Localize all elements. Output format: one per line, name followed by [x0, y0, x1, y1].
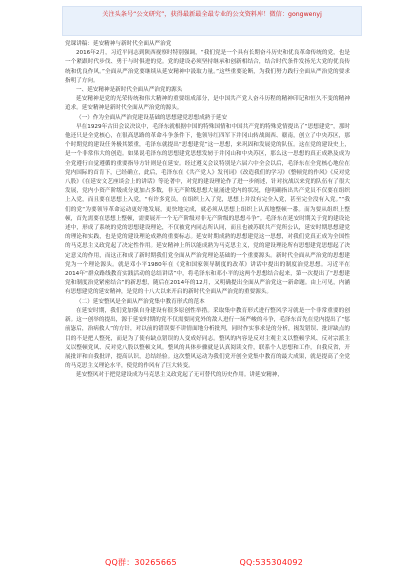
subsection-heading: （二）延安整风是全面从严治党集中教育形式的范本: [76, 298, 205, 305]
paragraph: 2016年2月，习近平同志到陕西视察时特别强调，“我们党是一个具有长期奋斗历史和优良革命传统的党，也是一个紧跟时代步伐、勇于与时俱进的党。党的建设必须坚持继承和创新相结合，结合时代条件发扬光大党的优良传统和优良作风。”全面从严治党要继续从延安精神中汲取力量。”这些重要论断，为我们努力践行全面从严治党的要求指明了方向。: [65, 50, 350, 84]
qq-text: QQ:535304092: [239, 558, 303, 567]
contact-footer: [0, 557, 408, 568]
paragraph: 在延安时期，我们党加强自身建设有很多原创性举措。采取集中教育形式进行整风学习就是一个非常重要的创新。这一创举的提出，源于延安时期的党不仅需要同党外的敌人进行一场严峻的斗争，毛泽东首先在党内提出了“惩前毖后，治病救人”的方针，对以前的错误要不讲情面地分析批判，同时作实事求是的分析，揭发错误、批评缺点的目的不是把人整死，而是为了使有缺点错误的人变成好同志。整风的内容是反对主观主义以整顿学风、反对宗派主义以整顿党风、反对党八股以整顿文风。整风的具体步骤就是认真阅读文件，联系个人思想和工作，自我反省，开展批评和自我批评，提高认识，总结经验。这次整风运动为我们党开创全党集中教育的最大成果，就是提高了全党的马克思主义理论水平，使党的作风有了巨大转变。: [65, 307, 350, 370]
section-heading: 一、延安精神是新时代全面从严治党的源头: [76, 87, 183, 94]
banner-text: 关注头条号“公文研究”，获得最新最全最专业的公文资料库！微信：gongwenyj: [102, 11, 322, 18]
qq-group-text: QQ群：30265665: [105, 558, 177, 567]
document-body: [65, 40, 350, 381]
subsection-heading: （一）作为全面从严治党建设基础的思想建党思想成熟于延安: [76, 114, 228, 121]
paragraph: 延安精神是党的光荣传统和伟大精神的重要组成部分，是中国共产党人奋斗历程的精神印记和恒久不变的精神追求。延安精神是新时代全面从严治党的源头。: [65, 96, 350, 112]
document-title: 党课讲稿：延安精神与新时代全面从严治党: [65, 41, 172, 47]
paragraph: 早在1929年古田会议决议中，毛泽东就根据中国的特殊国情和中国共产党的特殊党情提出了“思想建党”，那时他还只是全党核心，在很高思路的革命斗争条件下，他领导红四军下井冈山转战闽西、赣南，创立了中央苏区，那个时期党的建设任务极其繁重，毛泽东就提出“思想建党”这一思想，来巩固和发展党的队伍。这在党的建设史上，是一个非常伟大的创造。如果说毛泽东的思想建党思想发轫于井冈山和中央苏区，那么这一思想的真正成熟及成为全党遵行自觉遵循的重要指导方针则是在延安。经过遵义会议特别是六届六中全会以后，毛泽东在全党核心地位在党内国际的首肯下，已经确立，此后，毛泽东在《共产党人》发刊词》《改造我们的学习》《整顿党的作风》《反对党八股》《在延安文艺座谈会上的讲话》等论著中，对党的建设理论作了进一步阐述，针对抗战以来党的队伍有了很大发展，党内小资产阶级成分更加占多数，非无产阶级思想大量涌进党内的状况，他明确指出共产党员不仅要在组织上入党，而且要在思想上入党，“有许多党员，在组织上入了党，思想上并没有完全入党，甚至完全没有入党。”“我们的党“为要领导革命运动更好地发展，更快地完成，就必须从思想上组织上认真地整顿一番。而为要从组织上整顿，首先需要在思想上整顿，需要展开一个无产阶级对非无产阶级的思想斗争”。毛泽东在延安时期关于党的建设论述中，形成了系统的党的思想建设理论，不仅被党内同志所认同，而且也被苏联共产党所公认，延安时期思想建党的理论和实践，也是党的建设理论成熟的重要标志。延安时期成熟的思想建党这一思想，对我们党真正成为全国性的马克思主义政党起了决定性作用。延安精神上所以能成熟为马克思主义，党的建设理论所有思想建党思想起了决定意义的作用，而这正和成了新时期我们党全面从严治党理论基础的一个重要源头。新时代全面从严治党的思想建党为一个理论源头。就是邓小平1980年在《党和国家领导制度的改革》讲话中提出的制度治党思想。习近平在2014年“群众路线教育实践活动的总结讲话”中，将毛泽东和邓小平的这两个思想结合起来，第一次提出了“思想建党和制度治党紧密结合”的新思想，随后在2014年的12月，又明确提出全面从严治党这一新命题。由上可见，内涵有思想建党的延安精神，是党的十八大以来开启的新时代全面从严治党的重要源头。: [65, 123, 350, 296]
promo-banner: [62, 6, 362, 36]
paragraph: 延安整风对于把党建设成为马克思主义政党起了无可替代的历史作用。讲延安精神，: [76, 372, 283, 379]
